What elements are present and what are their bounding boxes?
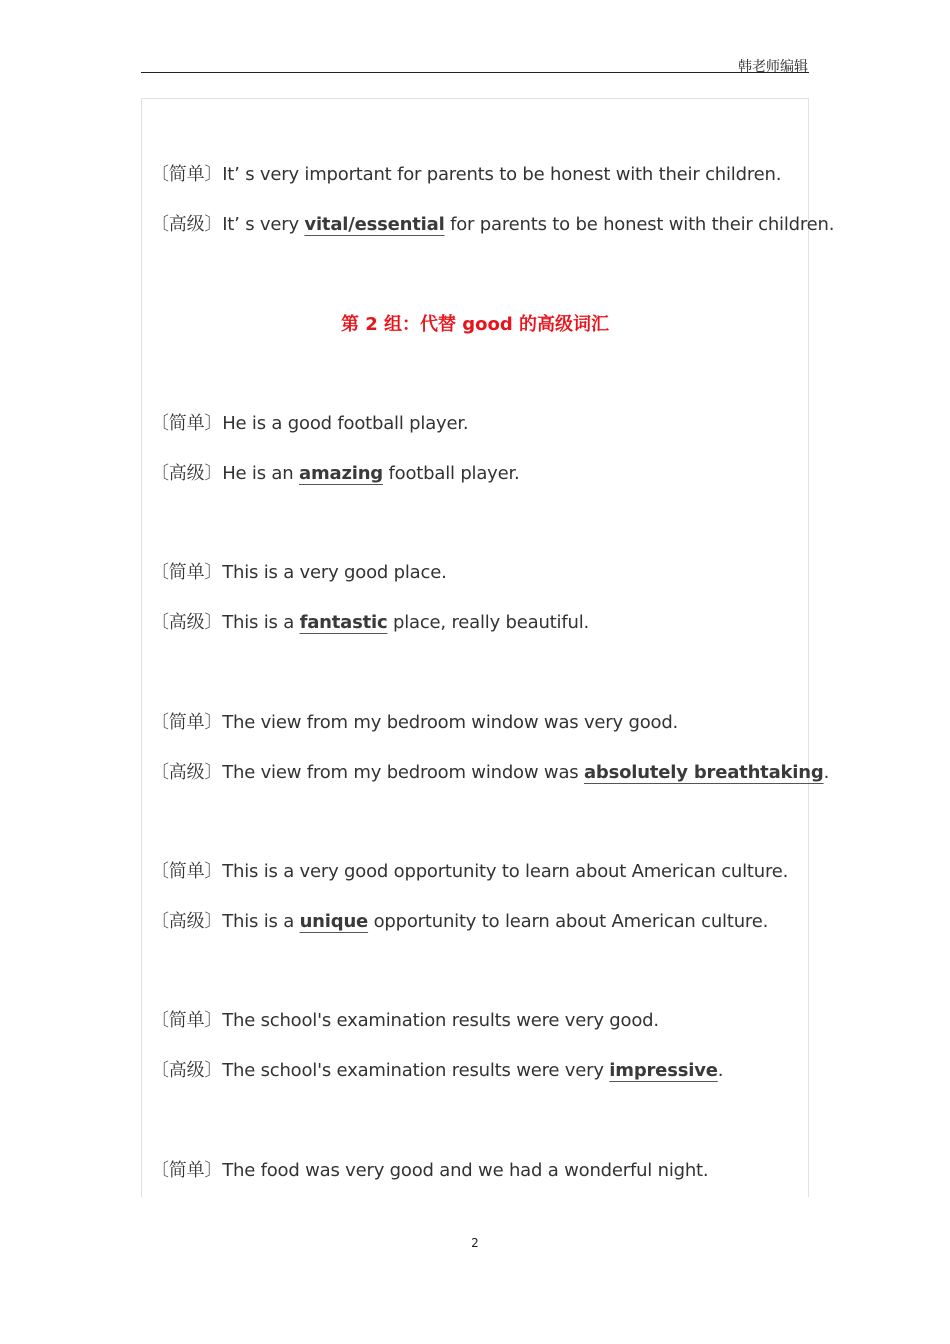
content-box <box>141 98 809 1197</box>
advanced-sentence-2 <box>151 459 520 485</box>
advanced-sentence-5 <box>151 907 768 933</box>
simple-tag: 〔简单〕 <box>151 413 223 434</box>
simple-tag: 〔简单〕 <box>151 164 223 185</box>
advanced-sentence-3 <box>151 608 589 634</box>
advanced-text-before: The view from my bedroom window was <box>222 762 584 783</box>
simple-text: This is a very good place. <box>222 562 447 583</box>
advanced-text-after: football player. <box>383 463 520 484</box>
simple-tag: 〔简单〕 <box>151 562 223 583</box>
advanced-keyword: absolutely breathtaking <box>583 762 824 783</box>
advanced-text-after: opportunity to learn about American culture. <box>368 911 769 932</box>
simple-sentence-7 <box>151 1156 708 1182</box>
advanced-keyword: unique <box>299 911 369 932</box>
simple-tag: 〔简单〕 <box>151 1160 223 1181</box>
simple-tag: 〔简单〕 <box>151 712 223 733</box>
advanced-tag: 〔高级〕 <box>151 214 223 235</box>
advanced-text-before: This is a <box>222 911 300 932</box>
advanced-keyword: amazing <box>299 463 383 484</box>
advanced-tag: 〔高级〕 <box>151 612 223 633</box>
header-rule <box>141 72 809 73</box>
simple-text: The food was very good and we had a wonderful night. <box>222 1160 709 1181</box>
simple-sentence-5 <box>151 857 788 883</box>
simple-sentence-3 <box>151 558 447 584</box>
advanced-sentence-1 <box>151 210 834 236</box>
simple-tag: 〔简单〕 <box>151 861 223 882</box>
simple-text: It’ s very important for parents to be honest with their children. <box>222 164 782 185</box>
simple-sentence-2 <box>151 409 468 435</box>
simple-text: He is a good football player. <box>222 413 469 434</box>
header-author-note: 韩老师编辑 <box>738 59 808 75</box>
page-number: 2 <box>471 1236 479 1250</box>
advanced-text-before: He is an <box>222 463 299 484</box>
advanced-text-after: . <box>717 1060 724 1081</box>
simple-sentence-4 <box>151 708 678 734</box>
advanced-tag: 〔高级〕 <box>151 463 223 484</box>
advanced-keyword: vital/essential <box>304 214 445 235</box>
section-title: 第 2 组：代替 good 的高级词汇 <box>340 314 610 335</box>
advanced-text-before: This is a <box>222 612 300 633</box>
simple-text: This is a very good opportunity to learn about American culture. <box>222 861 789 882</box>
advanced-tag: 〔高级〕 <box>151 762 223 783</box>
advanced-tag: 〔高级〕 <box>151 911 223 932</box>
simple-sentence-1 <box>151 160 781 186</box>
advanced-text-after: for parents to be honest with their children. <box>444 214 835 235</box>
advanced-keyword: impressive <box>609 1060 718 1081</box>
simple-text: The view from my bedroom window was very good. <box>222 712 679 733</box>
advanced-tag: 〔高级〕 <box>151 1060 223 1081</box>
advanced-text-before: The school's examination results were very <box>222 1060 610 1081</box>
advanced-sentence-6 <box>151 1056 723 1082</box>
advanced-text-after: place, really beautiful. <box>387 612 590 633</box>
simple-tag: 〔简单〕 <box>151 1010 223 1031</box>
advanced-text-after: . <box>823 762 830 783</box>
simple-sentence-6 <box>151 1006 659 1032</box>
advanced-keyword: fantastic <box>299 612 388 633</box>
simple-text: The school's examination results were very good. <box>222 1010 659 1031</box>
advanced-sentence-4 <box>151 758 829 784</box>
advanced-text-before: It’ s very <box>222 214 305 235</box>
